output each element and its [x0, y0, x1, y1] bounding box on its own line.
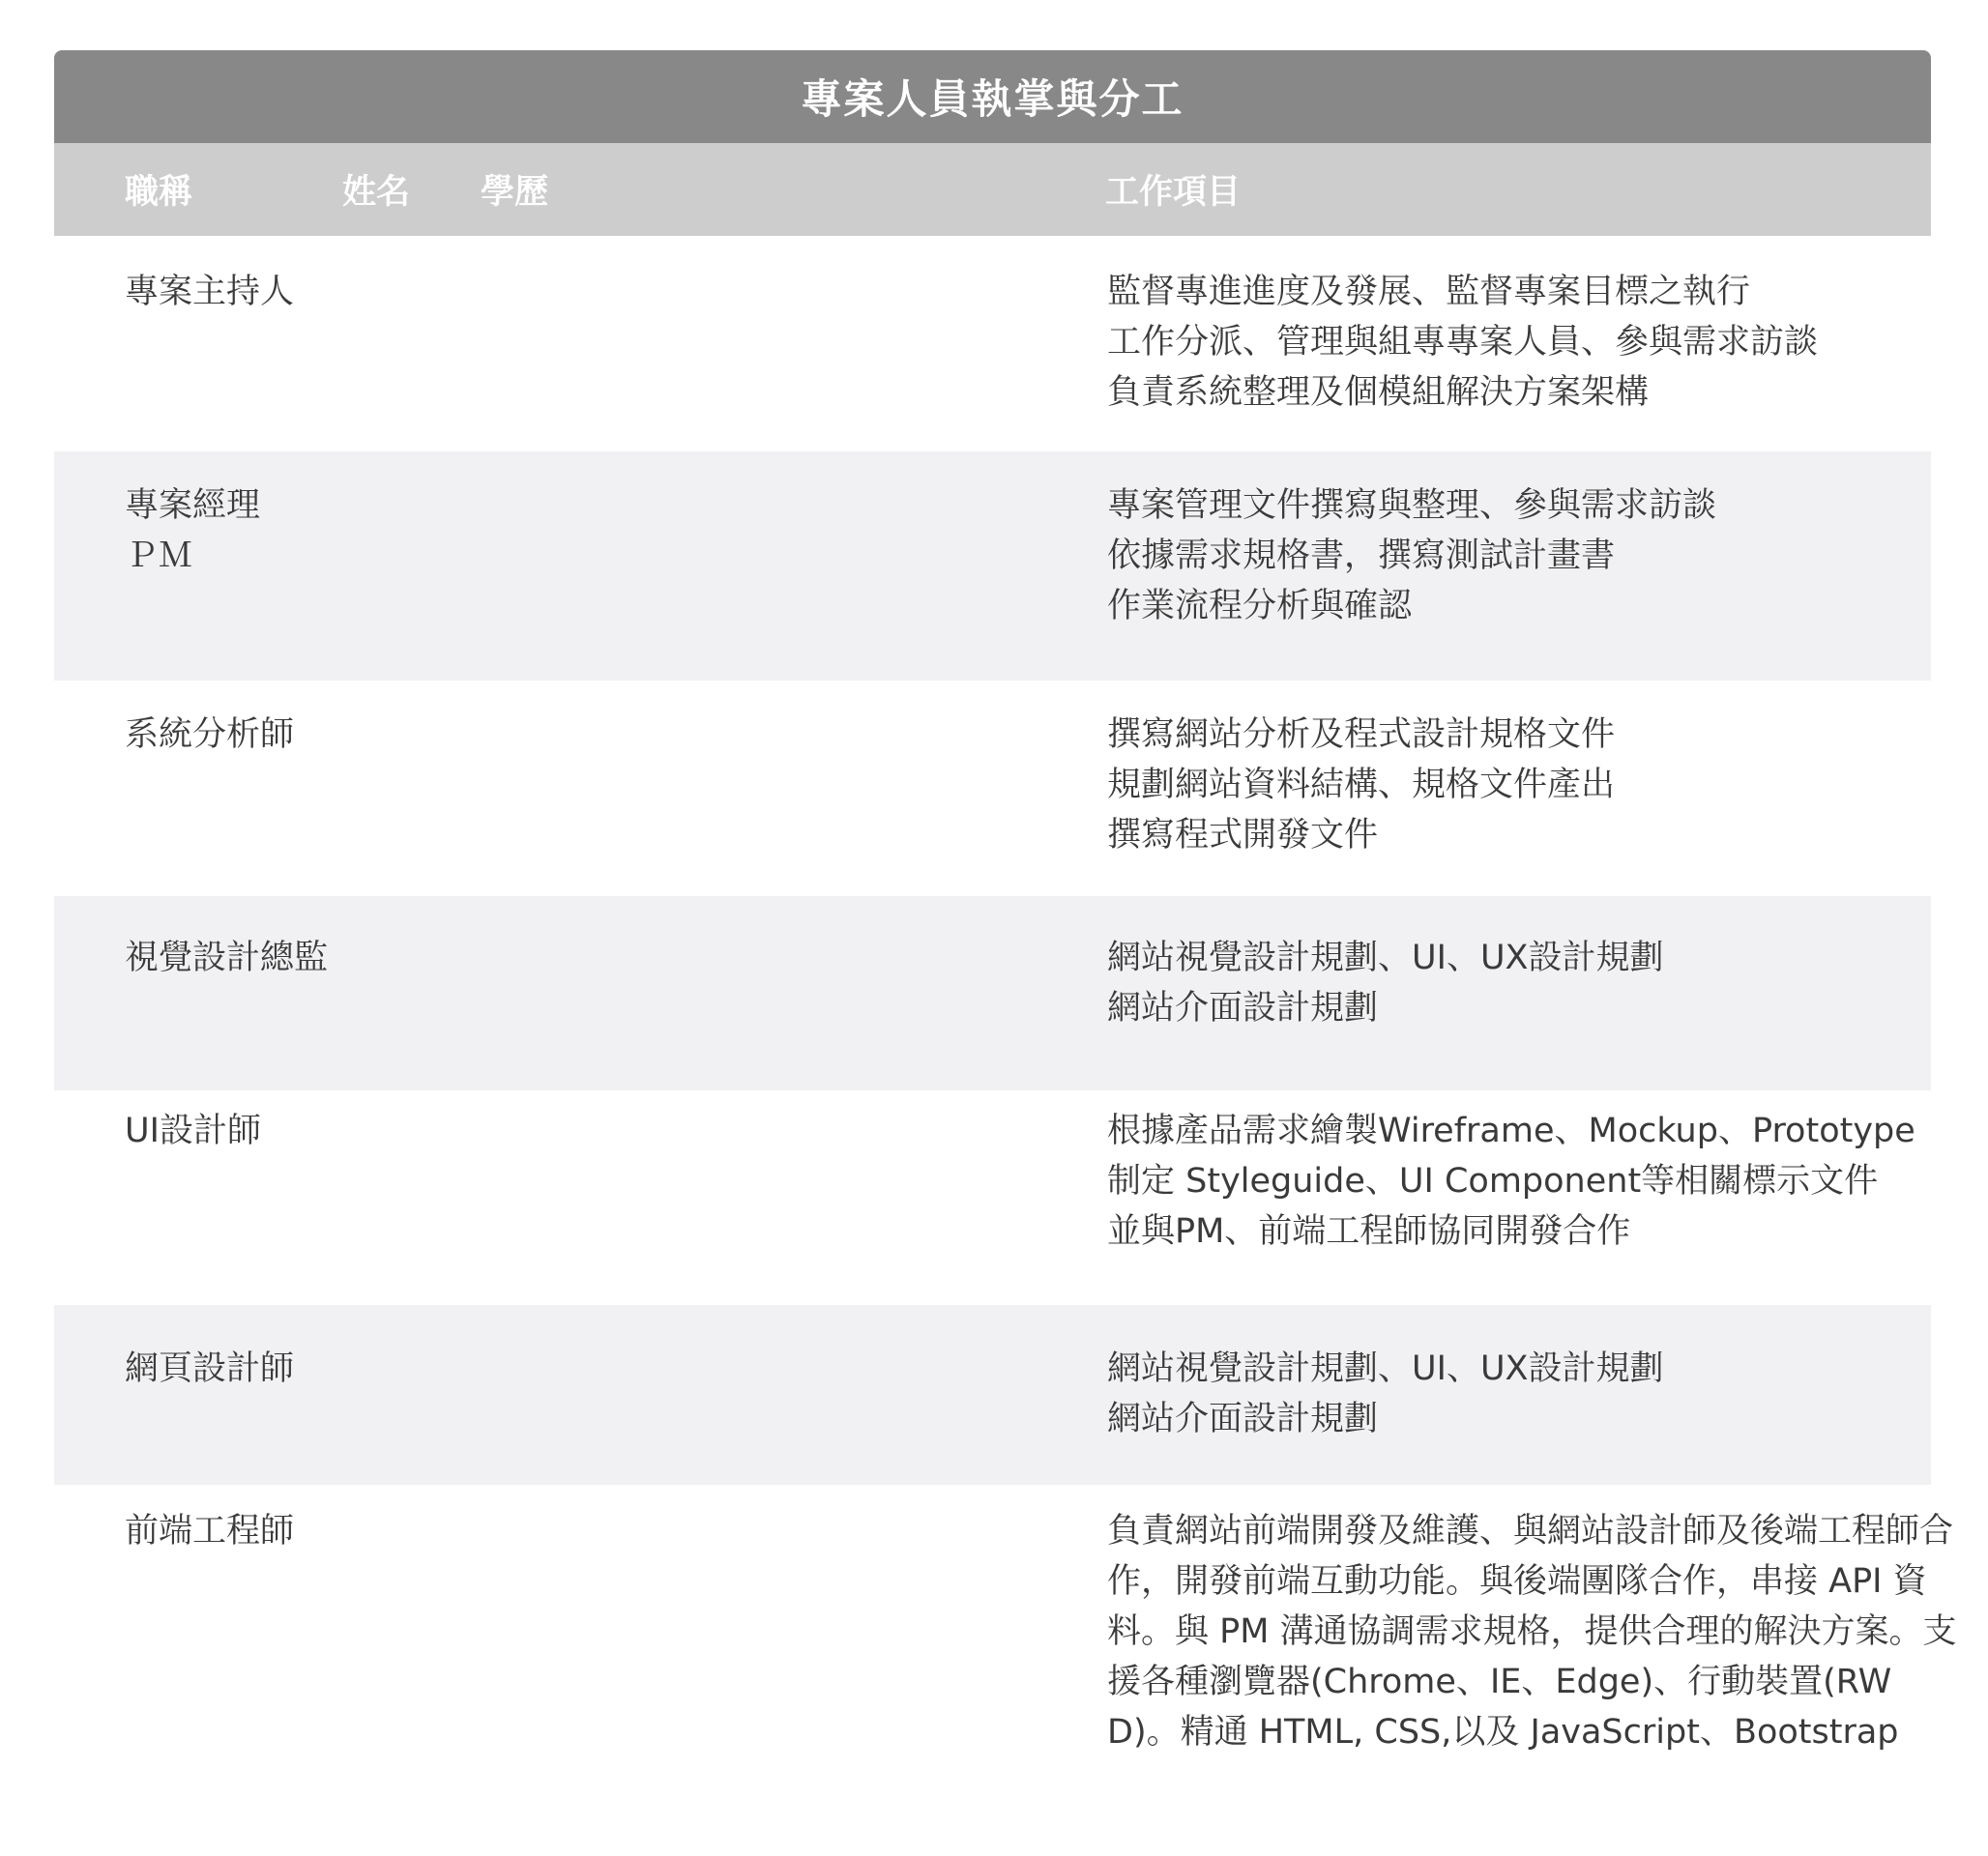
table-row: [54, 1090, 1931, 1305]
table-row: [54, 896, 1931, 1090]
work-item: 作業流程分析與確認: [1107, 587, 1413, 625]
header-work-items: 工作項目: [1105, 173, 1242, 212]
table-row: [54, 236, 1931, 451]
work-item: 並與PM、前端工程師協同開發合作: [1107, 1212, 1631, 1251]
work-item: 依據需求規格書，撰寫測試計畫書: [1107, 536, 1616, 575]
row-role: 系統分析師: [125, 715, 295, 754]
table-title: 專案人員執掌與分工: [801, 75, 1184, 123]
row-work-items: [1107, 710, 1958, 860]
work-item: 負責系統整理及個模組解決方案架構: [1107, 373, 1650, 412]
table-row: [54, 1485, 1957, 1844]
row-work-paragraph: 負責網站前端開發及維護、與網站設計師及後端工程師合作，開發前端互動功能。與後端團隊合作，串接 API 資料。與 PM 溝通協調需求規格，提供合理的解決方案。支援各種瀏覽器(Chrome、IE、Edge)、行動裝置(RWD)。精通 HTML, CSS,以及 JavaScript、Bootstrap: [1107, 1512, 1957, 1752]
work-item: 根據產品需求繪製Wireframe、Mockup、Prototype: [1107, 1112, 1915, 1150]
row-role: UI設計師: [125, 1112, 261, 1150]
staff-responsibility-table: [54, 50, 1957, 1844]
work-item: 工作分派、管理與組專專案人員、參與需求訪談: [1107, 323, 1819, 362]
table-row: [54, 1305, 1931, 1485]
row-work-items: [1107, 267, 1958, 418]
row-role: 網頁設計師: [125, 1349, 295, 1388]
row-role: 前端工程師: [125, 1512, 295, 1551]
row-role: 專案主持人: [125, 273, 295, 311]
work-item: 網站介面設計規劃: [1107, 1400, 1379, 1438]
table-row: [54, 681, 1931, 896]
work-item: 網站介面設計規劃: [1107, 989, 1379, 1028]
row-work-items: [1107, 480, 1958, 631]
work-item: 監督專進進度及發展、監督專案目標之執行: [1107, 273, 1751, 311]
row-work-items: [1107, 1106, 1958, 1257]
header-education: 學歷: [481, 173, 549, 212]
work-item: 撰寫程式開發文件: [1107, 816, 1379, 855]
work-item: 撰寫網站分析及程式設計規格文件: [1107, 715, 1616, 754]
table-title-bar: [54, 50, 1931, 143]
row-work-items: [1107, 1344, 1958, 1444]
header-job-title: 職稱: [125, 173, 193, 212]
work-item: 制定 Styleguide、UI Component等相關標示文件: [1107, 1162, 1879, 1201]
row-role: 專案經理 ＰＭ: [125, 486, 261, 575]
table-header-row: [54, 143, 1931, 236]
header-name: 姓名: [342, 173, 411, 212]
row-role: 視覺設計總監: [125, 939, 329, 977]
work-item: 網站視覺設計規劃、UI、UX設計規劃: [1107, 939, 1664, 977]
row-work-items: [1107, 933, 1958, 1033]
work-item: 網站視覺設計規劃、UI、UX設計規劃: [1107, 1349, 1664, 1388]
table-row: [54, 451, 1931, 681]
work-item: 規劃網站資料結構、規格文件產出: [1107, 766, 1616, 804]
work-item: 專案管理文件撰寫與整理、參與需求訪談: [1107, 486, 1717, 525]
